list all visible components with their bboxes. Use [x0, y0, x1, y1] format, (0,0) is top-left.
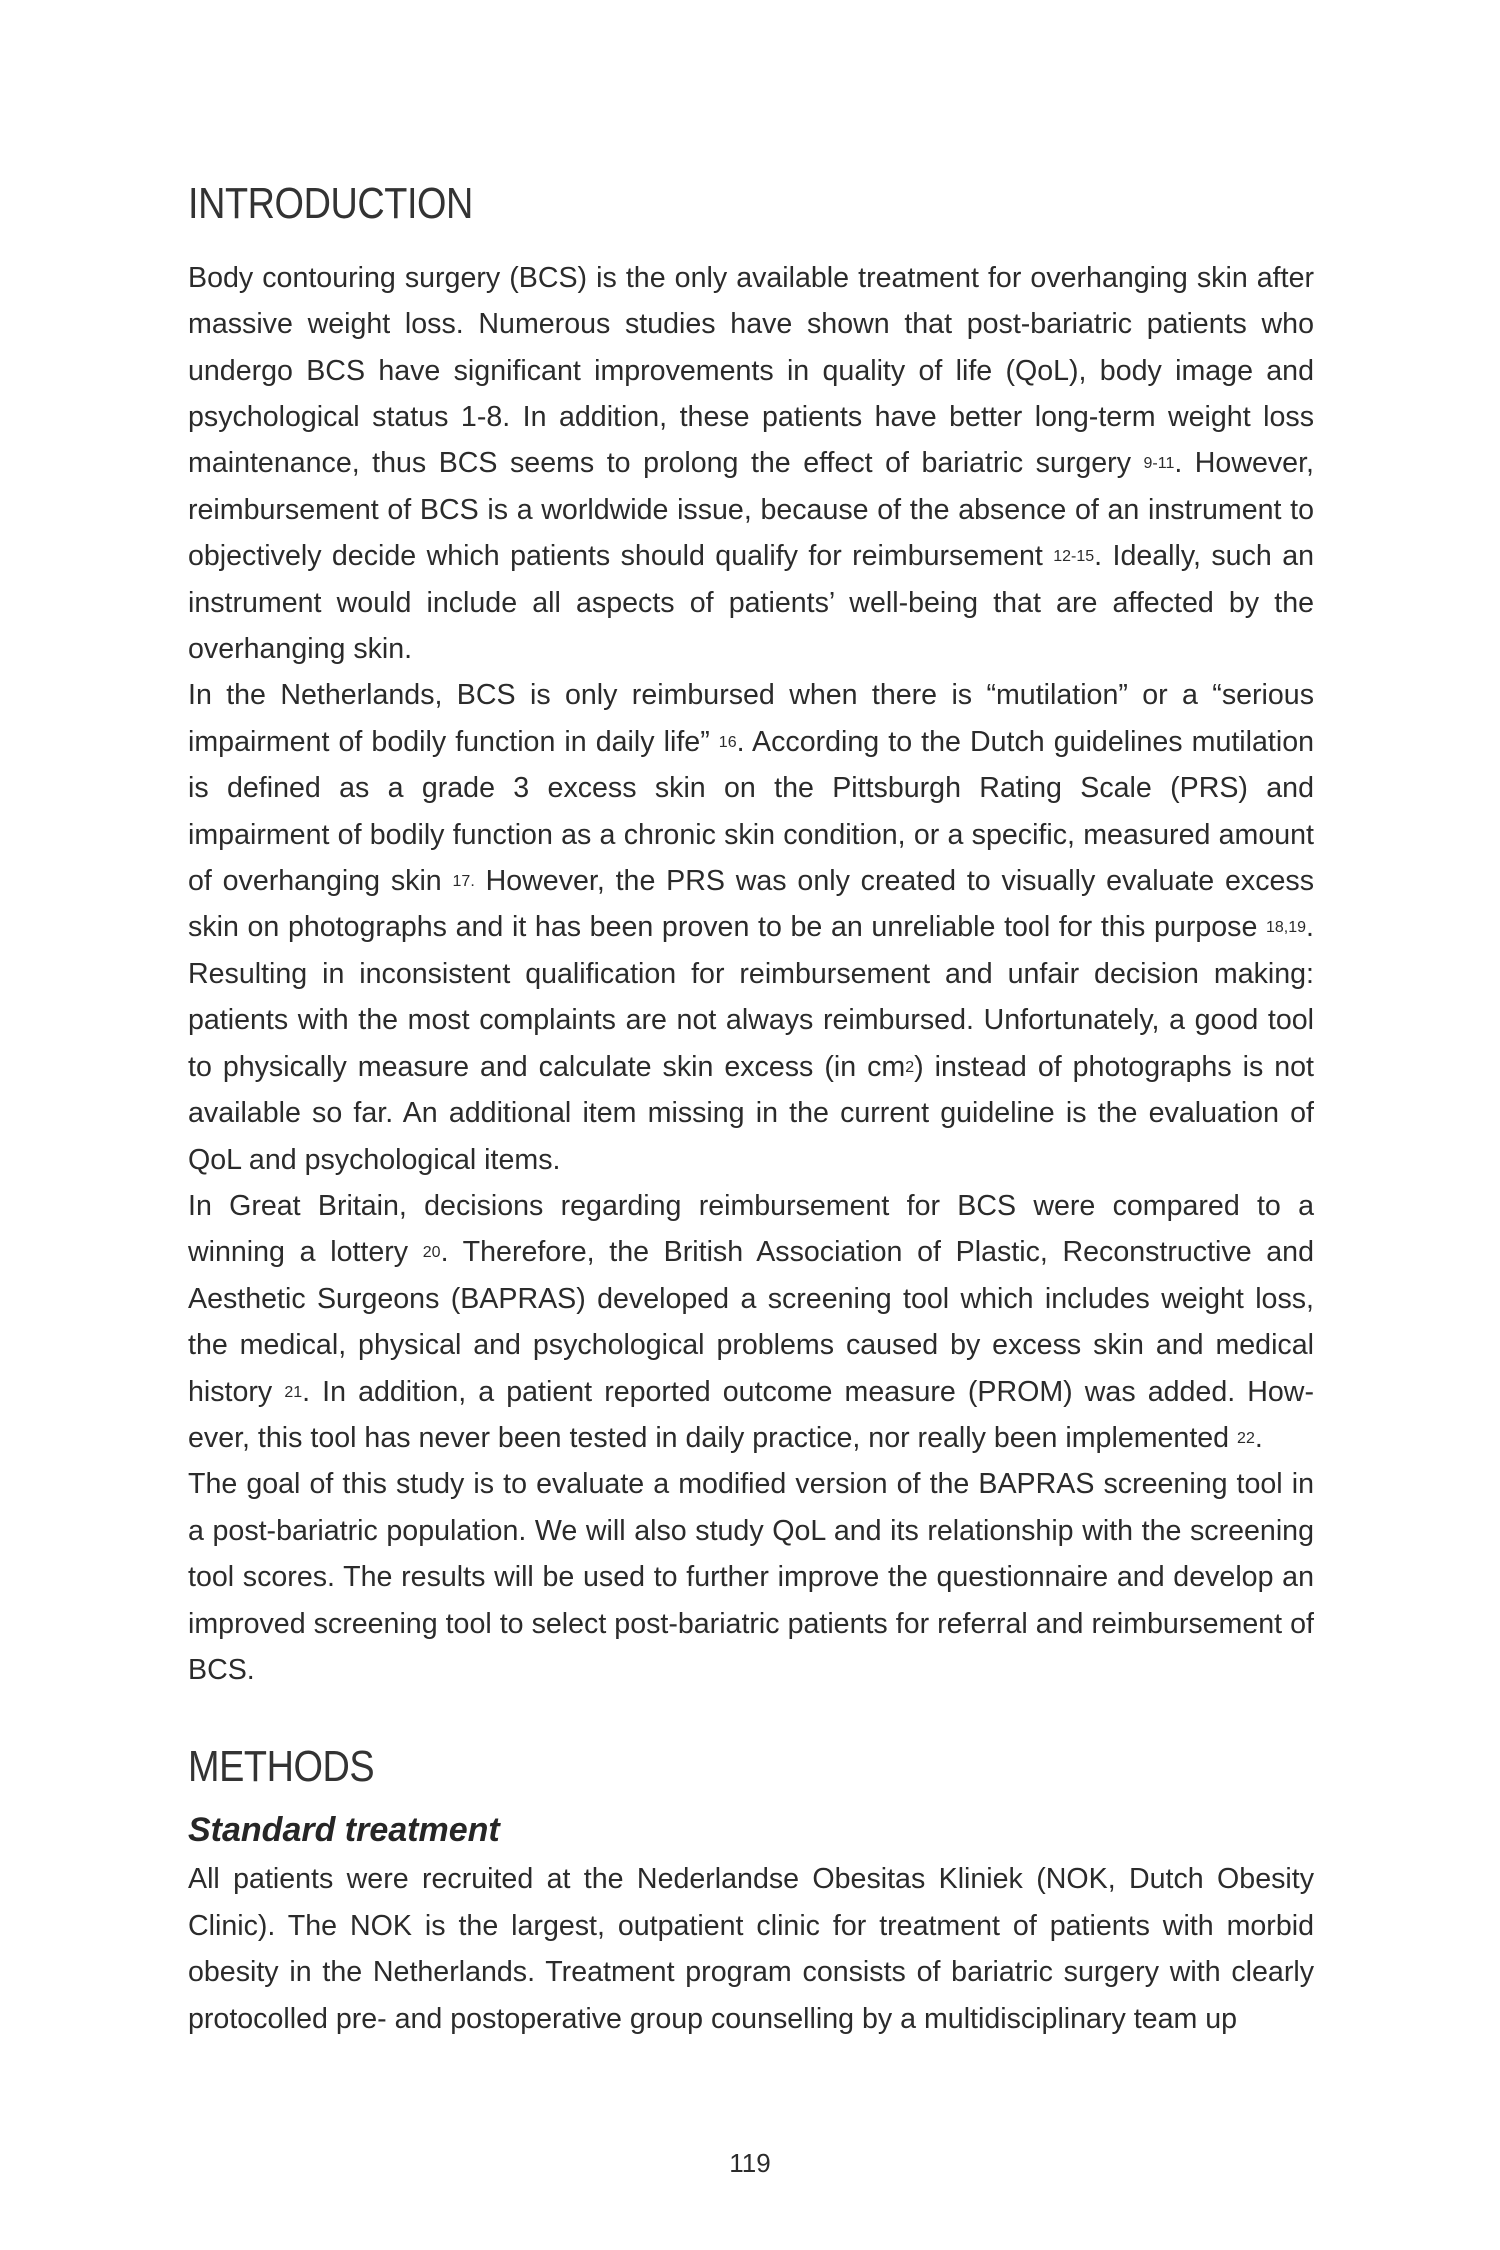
citation: 21: [284, 1383, 303, 1401]
text-segment: . Resulting in inconsistent qualification for reimbursement and unfair decision making: patients with the most complaints are not always reimbursed. Unfortunately, a good tool to physically measure and calculate skin excess (in cm: [188, 911, 1314, 1083]
text-segment: In the Netherlands, BCS is only reimbursed when there is “mutilation” or a “serious impairment of bodily function in daily life”: [188, 679, 1314, 758]
text-segment: . In addition, a patient reported outcome measure (PROM) was added. However, this tool has never been tested in daily practice, nor really been implemented: [188, 1375, 1314, 1454]
introduction-paragraph-2: [188, 672, 1314, 1182]
citation: 9-11: [1143, 455, 1175, 473]
citation: 17.: [452, 873, 475, 891]
text-segment: . However, reimbursement of BCS is a worldwide issue, because of the absence of an instrument to objectively decide which patients should qualify for reimbursement: [188, 447, 1314, 573]
text-segment: However, the PRS was only created to visually evaluate excess skin on photographs and it has been proven to be an unreliable tool for this purpose: [188, 865, 1314, 944]
citation: 20: [422, 1244, 441, 1262]
introduction-paragraph-1: [188, 255, 1314, 673]
standard-treatment-subheading: Standard treatment: [188, 1811, 500, 1850]
citation: 16: [718, 733, 737, 751]
citation: 18,19: [1266, 919, 1307, 937]
text-segment: . According to the Dutch guidelines mutilation is defined as a grade 3 excess skin on the Pittsburgh Rating Scale (PRS) and impairment of bodily function as a chronic skin condition, or a specific, measured amount of overhanging skin: [188, 725, 1314, 898]
introduction-paragraph-4: The goal of this study is to evaluate a modified version of the BAPRAS screening tool in a post-bariatric population. We will also study QoL and its relationship with the screening tool scores. The results will be used to further improve the questionnaire and develop an improved screening tool to select post-bariatric patients for referral and reimbursement of BCS.: [188, 1468, 1314, 1686]
citation: 22: [1237, 1429, 1255, 1447]
methods-heading: METHODS: [188, 1742, 375, 1792]
introduction-heading: INTRODUCTION: [188, 179, 473, 228]
text-segment: In Great Britain, decisions regarding reimbursement for BCS were compared to a winning a lottery: [188, 1189, 1314, 1269]
citation: 12-15: [1053, 548, 1095, 566]
methods-paragraph-1: All patients were recruited at the Nederlandse Obesitas Kliniek (NOK, Dutch Obesity Clinic). The NOK is the largest, outpatient clinic for treatment of patients with morbid obesity in the Netherlands. Treatment program consists of bariatric surgery with clearly protocolled pre- and postoperative group counselling by a multidisciplinary team up: [188, 1863, 1314, 2035]
text-segment: . Therefore, the British Association of Plastic, Reconstructive and Aesthetic Surgeons (BAPRAS) developed a screening tool which includes weight loss, the medical, physical and psychological problems caused by excess skin and medical history: [188, 1236, 1314, 1408]
superscript-unit: 2: [905, 1058, 915, 1076]
page-number: 119: [729, 2148, 771, 2178]
text-segment: .: [1254, 1421, 1263, 1454]
text-segment: Body contouring surgery (BCS) is the only available treatment for overhanging skin after massive weight loss. Numerous studies have shown that post-bariatric patients who undergo BCS have significant improvements in quality of life (QoL), body image and psychological status 1-8. In addition, these patients have better long-term weight loss maintenance, thus BCS seems to prolong the effect of bariatric surgery: [188, 261, 1314, 480]
page-content: [188, 170, 1314, 2042]
introduction-paragraph-3: [188, 1183, 1314, 1461]
text-segment: ) instead of photographs is not available so far. An additional item missing in the current guideline is the evaluation of QoL and psychological items.: [188, 1050, 1314, 1176]
text-segment: . Ideally, such an instrument would include all aspects of patients’ well-being that are affected by the overhanging skin.: [188, 540, 1314, 666]
